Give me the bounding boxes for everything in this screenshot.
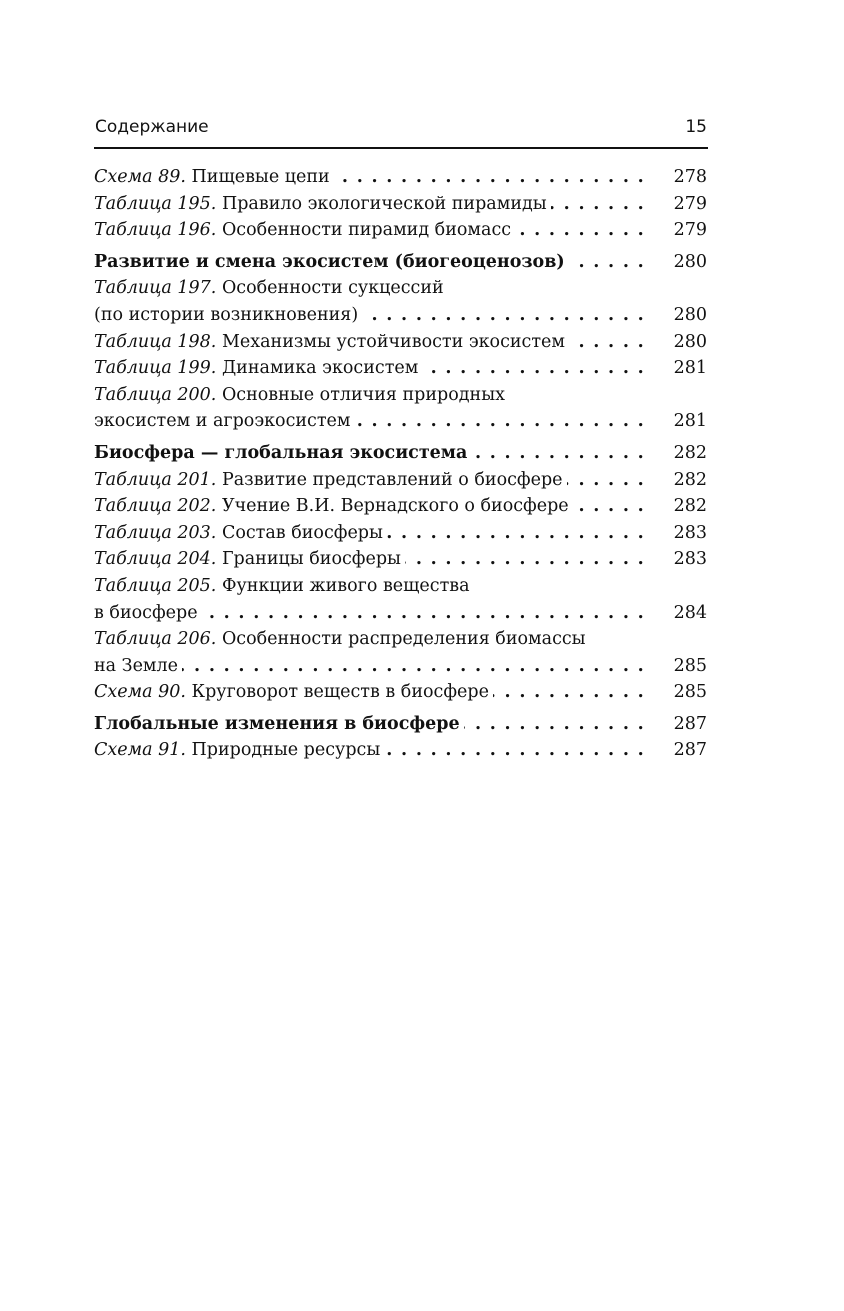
toc-entry xyxy=(94,467,707,494)
running-header-title: Содержание xyxy=(95,117,209,137)
toc-entry-kind: Таблица 201. xyxy=(94,469,217,490)
toc-entry-kind: Таблица 196. xyxy=(94,220,217,241)
toc-entry-line xyxy=(94,653,645,680)
toc-entry-title: Функции живого вещества xyxy=(221,575,470,596)
toc-entry-label xyxy=(94,629,590,649)
toc-entry-kind: Таблица 203. xyxy=(94,522,217,543)
toc-section-heading xyxy=(94,249,707,276)
toc-entry xyxy=(94,679,707,706)
toc-entry-line xyxy=(94,275,645,302)
toc-entry xyxy=(94,520,707,547)
toc-entry-label xyxy=(94,549,405,569)
toc-entry-line xyxy=(94,249,645,276)
toc-entry-title: Особенности пирамид биомасс xyxy=(221,220,512,241)
toc-entry-label xyxy=(94,470,567,490)
toc-entry-title: Особенности сукцессий xyxy=(221,278,444,299)
toc-page-number: 285 xyxy=(673,682,707,703)
running-header-page-number: 15 xyxy=(685,117,707,137)
toc-entry xyxy=(94,382,707,435)
toc-entry-kind: Таблица 204. xyxy=(94,549,217,570)
toc-page-number: 280 xyxy=(673,304,707,325)
toc-entry-kind: Таблица 206. xyxy=(94,629,217,650)
toc-entry xyxy=(94,737,707,764)
toc-entry-kind: Таблица 197. xyxy=(94,278,217,299)
toc-entry-title: экосистем и агроэкосистем xyxy=(94,411,351,432)
toc-entry xyxy=(94,164,707,191)
toc-entry-kind: Таблица 200. xyxy=(94,384,217,405)
toc-entry-title: Круговорот веществ в биосфере xyxy=(191,682,489,703)
toc-entry xyxy=(94,573,707,626)
toc-page-number: 283 xyxy=(673,522,707,543)
toc-entry-label xyxy=(94,740,384,760)
toc-entry-label xyxy=(94,332,569,352)
toc-entry-label xyxy=(94,220,515,240)
toc-section-heading xyxy=(94,711,707,738)
toc-entry-line xyxy=(94,737,645,764)
toc-entry-line xyxy=(94,408,645,435)
toc-entry xyxy=(94,355,707,382)
toc-entry-title: Глобальные изменения в биосфере xyxy=(94,713,460,734)
toc-entry-label xyxy=(94,411,355,431)
toc-entry-label xyxy=(94,682,493,702)
toc-page-number: 287 xyxy=(673,713,707,734)
toc-entry-line xyxy=(94,217,645,244)
toc-entry-title: Состав биосферы xyxy=(221,522,383,543)
toc-entry-line xyxy=(94,329,645,356)
toc-page-number: 281 xyxy=(673,358,707,379)
toc-entry-label xyxy=(94,252,569,272)
toc-entry-title: Динамика экосистем xyxy=(221,358,419,379)
toc-entry-line xyxy=(94,191,645,218)
toc-entry-title: в биосфере xyxy=(94,602,198,623)
toc-entry-line xyxy=(94,679,645,706)
toc-entry-kind: Схема 89. xyxy=(94,167,186,187)
toc-entry-line xyxy=(94,493,645,520)
toc-entry-title: Особенности распределения биомассы xyxy=(221,629,586,650)
toc-entry-label xyxy=(94,385,509,405)
toc-entry xyxy=(94,626,707,679)
toc-entry-title: Границы биосферы xyxy=(221,549,401,570)
toc-entry-line xyxy=(94,573,645,600)
toc-entry-label xyxy=(94,523,387,543)
toc-entry-line xyxy=(94,626,645,653)
toc-entry-line xyxy=(94,546,645,573)
toc-entry-line xyxy=(94,711,645,738)
toc-entry xyxy=(94,275,707,328)
toc-entry xyxy=(94,191,707,218)
table-of-contents xyxy=(94,164,707,764)
toc-entry-label xyxy=(94,603,202,623)
toc-entry-label xyxy=(94,714,464,734)
toc-page-number: 284 xyxy=(673,602,707,623)
toc-section-heading xyxy=(94,440,707,467)
toc-entry-label xyxy=(94,194,551,214)
toc-entry-label xyxy=(94,443,471,463)
toc-entry-title: Правило экологической пирамиды xyxy=(221,193,547,214)
toc-page-number: 283 xyxy=(673,549,707,570)
toc-page-number: 287 xyxy=(673,740,707,761)
toc-entry-line xyxy=(94,600,645,627)
toc-entry xyxy=(94,546,707,573)
toc-entry-line xyxy=(94,382,645,409)
toc-entry-title: Биосфера — глобальная экосистема xyxy=(94,442,468,463)
toc-page-number: 281 xyxy=(673,411,707,432)
toc-entry-label xyxy=(94,656,182,676)
toc-entry-kind: Таблица 205. xyxy=(94,575,217,596)
toc-entry-label xyxy=(94,576,474,596)
toc-entry-title: Механизмы устойчивости экосистем xyxy=(221,331,566,352)
toc-page-number: 282 xyxy=(673,469,707,490)
toc-entry-title: (по истории возникновения) xyxy=(94,304,359,325)
toc-entry-label xyxy=(94,496,573,516)
toc-page-number: 280 xyxy=(673,251,707,272)
toc-entry-title: Природные ресурсы xyxy=(191,740,381,761)
toc-page-number: 282 xyxy=(673,442,707,463)
toc-entry-kind: Схема 90. xyxy=(94,682,186,703)
toc-entry xyxy=(94,493,707,520)
toc-entry-title: на Земле xyxy=(94,655,179,676)
toc-entry-kind: Таблица 195. xyxy=(94,193,217,214)
toc-entry-line xyxy=(94,440,645,467)
toc-entry-line xyxy=(94,467,645,494)
toc-entry-label xyxy=(94,358,422,378)
toc-entry-title: Учение В.И. Вернадского о биосфере xyxy=(221,496,569,517)
toc-entry-line xyxy=(94,302,645,329)
toc-page-number: 279 xyxy=(673,193,707,214)
toc-entry-label xyxy=(94,305,362,325)
toc-entry-kind: Таблица 202. xyxy=(94,496,217,517)
toc-page-number: 285 xyxy=(673,655,707,676)
toc-page-number: 279 xyxy=(673,220,707,241)
toc-page-number: 278 xyxy=(673,167,707,187)
toc-page-number: 282 xyxy=(673,496,707,517)
toc-entry-line xyxy=(94,520,645,547)
toc-entry xyxy=(94,329,707,356)
toc-entry xyxy=(94,217,707,244)
toc-entry-label xyxy=(94,278,448,298)
toc-entry-title: Развитие представлений о биосфере xyxy=(221,469,563,490)
running-header xyxy=(94,113,708,149)
toc-entry-title: Пищевые цепи xyxy=(191,167,330,187)
toc-entry-title: Основные отличия природных xyxy=(221,384,506,405)
toc-entry-line xyxy=(94,355,645,382)
toc-entry-kind: Таблица 198. xyxy=(94,331,217,352)
toc-entry-kind: Схема 91. xyxy=(94,740,186,761)
toc-entry-kind: Таблица 199. xyxy=(94,358,217,379)
toc-entry-line xyxy=(94,164,645,191)
toc-page-number: 280 xyxy=(673,331,707,352)
toc-entry-label xyxy=(94,167,334,187)
toc-entry-title: Развитие и смена экосистем (биогеоценозов) xyxy=(94,251,565,272)
